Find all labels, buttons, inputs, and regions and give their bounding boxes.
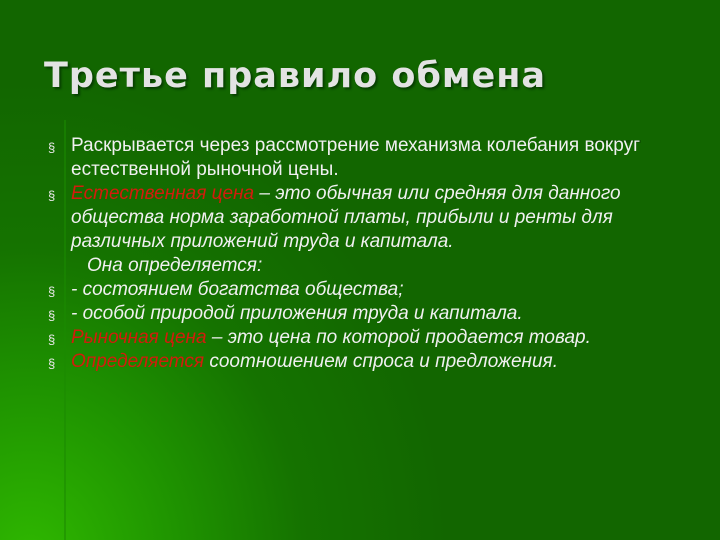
slide-title: Третье правило обмена [44, 56, 547, 96]
list-item [48, 302, 698, 326]
bullet-list [48, 134, 698, 374]
list-item [48, 134, 698, 182]
item-subtext: Она определяется: [87, 255, 263, 276]
item-text: - особой природой приложения труда и капитала. [71, 303, 523, 324]
bullet-icon: § [48, 356, 56, 371]
bullet-icon: § [48, 332, 56, 347]
term-highlight: Естественная цена [71, 183, 255, 204]
term-highlight: Рыночная цена [71, 327, 207, 348]
item-text: соотношением спроса и предложения. [204, 351, 558, 372]
list-item [48, 350, 698, 374]
list-item [48, 326, 698, 350]
item-text: - состоянием богатства общества; [71, 279, 404, 300]
bullet-icon: § [48, 308, 56, 323]
list-item [48, 182, 698, 278]
bullet-icon: § [48, 284, 56, 299]
list-item [48, 278, 698, 302]
item-text: Раскрывается через рассмотрение механизма колебания вокруг естественной рыночной цены. [71, 135, 641, 180]
item-text: – это цена по которой продается товар. [206, 327, 591, 348]
item-text: – это обычная или средняя для данного общества норма заработной платы, прибыли и ренты для различных приложений труда и капитала. [71, 183, 621, 252]
term-highlight: Определяется [71, 351, 205, 372]
bullet-icon: § [48, 188, 56, 203]
bullet-icon: § [48, 140, 56, 155]
